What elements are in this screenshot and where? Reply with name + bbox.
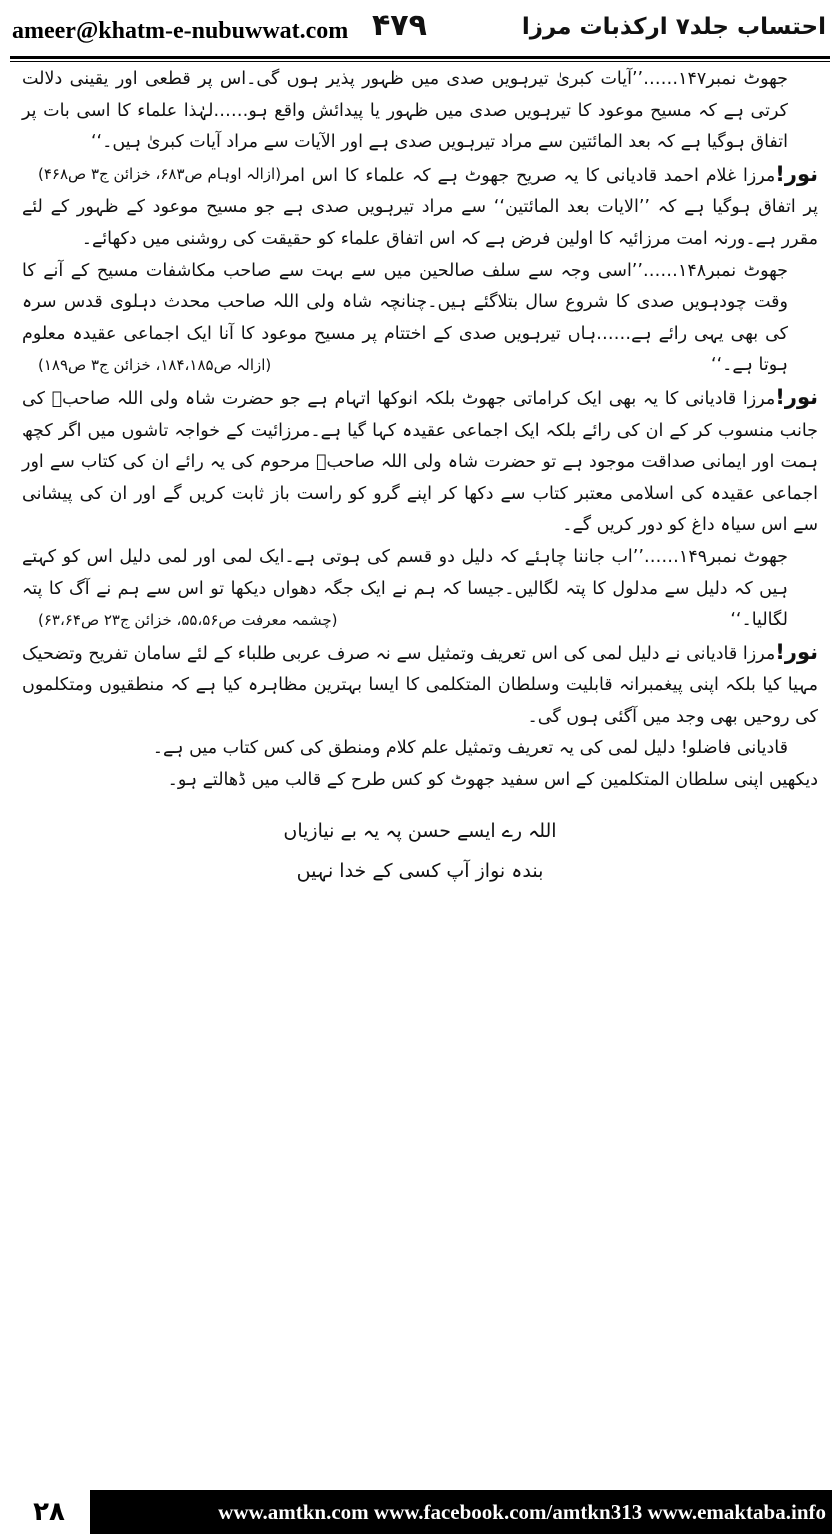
- noor-lead: نور!: [775, 161, 818, 186]
- noor-lead: نور!: [775, 384, 818, 409]
- rebuttal-text: مرزا قادیانی کا یہ بھی ایک کراماتی جھوٹ بلکہ انوکھا اتہام ہے جو حضرت شاہ ولی اللہ صاحبؒ کی جانب منسوب کر کے ان کی رائے بلکہ ایک اجماعی عقیدہ کہا گیا ہے۔مرزائیت کے خواجہ تاشوں میں اگر کچھ ہمت اور ایمانی صداقت موجود ہے تو حضرت شاہ ولی اللہ صاحبؒ مرحوم کی یہ رائے ان کی کتاب سے اور اجماعی عقیدہ کی اسلامی معتبر کتاب سے دکھا کر اپنے گرو کو راست باز ثابت کریں گے اور ان کی پیشانی سے اس سیاہ داغ کو دور کریں گے۔: [22, 388, 818, 536]
- quote-text: ……’’آیات کبریٰ تیرہویں صدی میں ظہور پذیر ہوں گی۔اس پر قطعی اور یقینی دلالت کرتی ہے کہ مسیح موعود کا تیرہویں صدی میں ظہور یا پیدائش واقع ہو……لہٰذا علماء کا اسی بات پر اتفاق ہوگیا ہے کہ بعد المائتین سے مراد تیرہویں صدی ہے اور الآیات سے مراد آیات کبریٰ ہیں۔‘‘: [22, 69, 788, 153]
- footer-page-number: ۲۸: [8, 1490, 93, 1534]
- header-rule: [10, 56, 830, 59]
- footer-links[interactable]: www.amtkn.com www.facebook.com/amtkn313 www.emaktaba.info: [218, 1500, 826, 1524]
- lie-number-label: جھوٹ نمبر۱۴۸: [677, 260, 788, 281]
- paragraph-closing: دیکھیں اپنی سلطان المتکلمین کے اس سفید جھوٹ کو کس طرح کے قالب میں ڈھالتے ہو۔: [167, 770, 818, 791]
- poetry-couplet: [22, 811, 818, 891]
- paragraph-lie-149: [22, 542, 818, 637]
- noor-lead: نور!: [775, 639, 818, 664]
- paragraph-challenge: قادیانی فاضلو! دلیل لمی کی یہ تعریف وتمثیل علم کلام ومنطق کی کس کتاب میں ہے۔: [152, 738, 788, 759]
- couplet-line-1: اللہ رے ایسے حسن پہ یہ بے نیازیاں: [283, 819, 557, 842]
- rebuttal-text: مرزا غلام احمد قادیانی کا یہ صریح جھوٹ ہے کہ علماء کا اس امر پر اتفاق ہوگیا ہے کہ ’’الایات بعد المائتین‘‘ سے مراد تیرہویں صدی ہے جو مسیح موعود کے ظہور کے لئے مقرر ہے۔ورنہ امت مرزائیہ کا اولین فرض ہے کہ اس اتفاق علماء کو حقیقت کی روشنی میں دکھائے۔: [22, 165, 818, 249]
- citation: (چشمہ معرفت ص۵۵،۵۶، خزائن ج۲۳ ص۶۳،۶۴): [38, 611, 338, 630]
- header-rule-thin: [10, 61, 830, 62]
- page-footer: [8, 1490, 832, 1534]
- lie-number-label: جھوٹ نمبر۱۴۹: [678, 546, 788, 567]
- citation: (ازالہ ص۱۸۴،۱۸۵، خزائن ج۳ ص۱۸۹): [38, 356, 272, 375]
- header-email: ameer@khatm-e-nubuwwat.com: [12, 18, 349, 44]
- citation: (ازالہ اوہام ص۶۸۳، خزائن ج۳ ص۴۶۸): [38, 164, 282, 183]
- rebuttal-text: مرزا قادیانی نے دلیل لمی کی اس تعریف وتمثیل سے نہ صرف عربی طلباء کے لئے سامان تفریح وتضحیک مہیا کیا بلکہ اپنی پیغمبرانہ قابلیت وسلطان المتکلمی کا ایسا بہترین مظاہرہ کیا ہے کہ منطقیوں ومتکلموں کی روحیں بھی وجد میں آگئی ہوں گی۔: [22, 643, 818, 727]
- paragraph-noor-3: [22, 637, 818, 734]
- page-header: [0, 0, 840, 62]
- book-title: احتساب جلد۷ ارکذبات مرزا: [521, 14, 826, 40]
- lie-number-label: جھوٹ نمبر۱۴۷: [678, 69, 788, 89]
- page-body: [22, 64, 818, 1444]
- paragraph-lie-148: [22, 256, 818, 382]
- couplet-line-2: بندہ نواز آپ کسی کے خدا نہیں: [296, 859, 544, 882]
- quote-text: ……’’اب جاننا چاہئے کہ دلیل دو قسم کی ہوتی ہے۔ایک لمی اور لمی دلیل اس کو کہتے ہیں کہ دلیل سے مدلول کا پتہ لگالیں۔جیسا کہ ہم نے ایک جگہ دھواں دیکھا تو اس سے ہم نے آگ کا پتہ لگالیا۔‘‘: [22, 546, 788, 631]
- header-page-number: ۴۷۹: [372, 8, 427, 43]
- paragraph-noor-2: [22, 382, 818, 542]
- quote-text: ……’’اسی وجہ سے سلف صالحین میں سے بہت سے صاحب مکاشفات مسیح کے آنے کا وقت چودہویں صدی کا شروع سال بتلاگئے ہیں۔چنانچہ شاہ ولی اللہ صاحب محدث دہلوی قدس سرہ کی بھی یہی رائے ہے……ہاں تیرہویں صدی کے اختتام پر مسیح موعود کا آنا ایک اجماعی عقیدہ معلوم ہوتا ہے۔‘‘: [22, 260, 788, 376]
